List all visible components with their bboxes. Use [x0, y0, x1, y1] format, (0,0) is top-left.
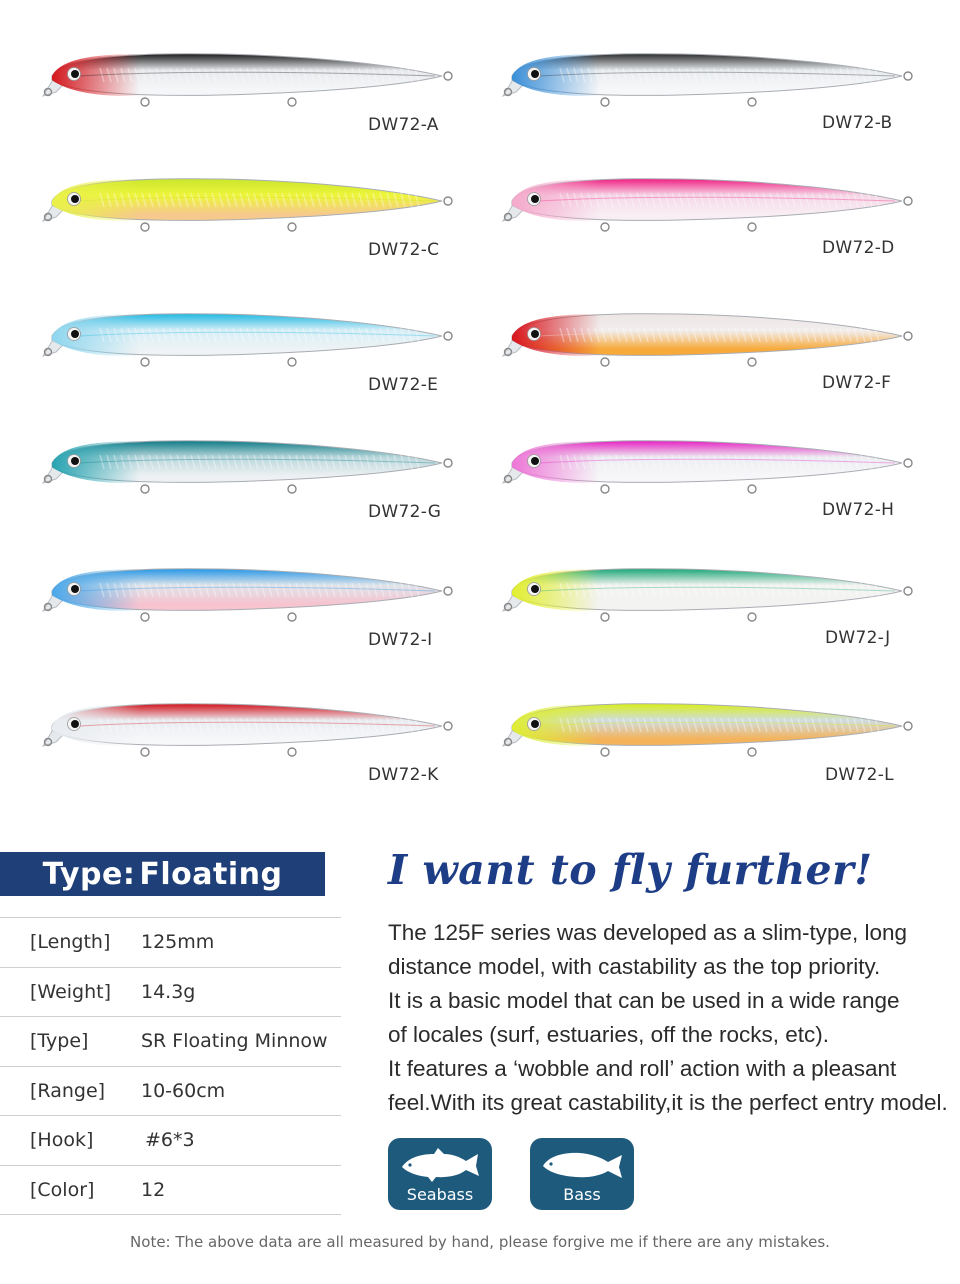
- lure-image: [500, 427, 920, 497]
- lure-hook-eye: [601, 98, 609, 106]
- lure-pupil: [71, 585, 79, 593]
- tagline: I want to fly further!: [388, 846, 873, 894]
- lure-tail-eye: [904, 722, 912, 730]
- description-line: feel.With its great castability,it is the perfect entry model.: [388, 1090, 948, 1115]
- lure-tail-eye: [444, 459, 452, 467]
- lure-hook-eye: [288, 98, 296, 106]
- spec-label: [Hook]: [30, 1129, 94, 1151]
- lure-hook-eye: [288, 748, 296, 756]
- spec-row-range: [0, 1066, 341, 1116]
- lure-image: [40, 40, 460, 110]
- bass-icon: [540, 1146, 624, 1184]
- lure-pupil: [531, 70, 539, 78]
- lure-tail-eye: [904, 197, 912, 205]
- lure-code: DW72-H: [822, 500, 895, 520]
- lure-hook-eye: [601, 485, 609, 493]
- spec-row-hook: [0, 1115, 341, 1165]
- lure-pupil: [71, 720, 79, 728]
- lure-tail-eye: [444, 197, 452, 205]
- lure-code: DW72-L: [825, 765, 894, 785]
- lure-item: [500, 555, 920, 665]
- lure-pupil: [531, 720, 539, 728]
- lure-tail-eye: [904, 332, 912, 340]
- lure-pupil: [71, 330, 79, 338]
- lure-code: DW72-D: [822, 238, 895, 258]
- description: [388, 916, 958, 1120]
- lure-item: [500, 165, 920, 275]
- lure-hook-eye: [141, 748, 149, 756]
- lure-hook-eye: [748, 613, 756, 621]
- target-fish-seabass: [388, 1138, 492, 1210]
- lure-hook-eye: [601, 613, 609, 621]
- lure-item: [500, 690, 920, 800]
- lure-image: [40, 427, 460, 497]
- spec-value: 12: [141, 1178, 166, 1201]
- lure-hook-eye: [288, 223, 296, 231]
- lure-image: [40, 165, 460, 235]
- spec-row-weight: [0, 967, 341, 1017]
- lure-hook-eye: [141, 98, 149, 106]
- spec-row-color: [0, 1165, 341, 1216]
- lure-item: [40, 555, 460, 665]
- spec-label: [Weight]: [30, 980, 112, 1003]
- spec-label: [Type]: [30, 1030, 89, 1052]
- lure-code: DW72-K: [368, 765, 439, 785]
- spec-row-length: [0, 917, 341, 967]
- spec-label: [Length]: [30, 931, 111, 953]
- lure-pupil: [71, 195, 79, 203]
- lure-hook-eye: [748, 485, 756, 493]
- description-line: distance model, with castability as the top priority.: [388, 954, 881, 979]
- lure-image: [500, 690, 920, 760]
- lure-item: [40, 165, 460, 275]
- lure-pupil: [531, 195, 539, 203]
- lure-hook-eye: [141, 358, 149, 366]
- lure-hook-eye: [748, 748, 756, 756]
- lure-code: DW72-E: [368, 375, 439, 395]
- lure-hook-eye: [141, 223, 149, 231]
- spec-value: #6*3: [145, 1129, 195, 1151]
- lure-code: DW72-C: [368, 240, 440, 260]
- lure-tail-eye: [444, 332, 452, 340]
- lure-item: [500, 40, 920, 150]
- lure-tail-eye: [444, 72, 452, 80]
- lure-pupil: [71, 457, 79, 465]
- lure-pupil: [531, 457, 539, 465]
- lure-code: DW72-F: [822, 373, 892, 393]
- lure-image: [40, 300, 460, 370]
- spec-label: [Range]: [30, 1079, 106, 1102]
- lure-hook-eye: [141, 613, 149, 621]
- lure-image: [500, 555, 920, 625]
- type-banner-value: Floating: [139, 856, 283, 892]
- lure-item: [40, 40, 460, 150]
- lure-hook-eye: [141, 485, 149, 493]
- lure-code: DW72-B: [822, 113, 893, 133]
- lure-hook-eye: [601, 748, 609, 756]
- spec-label: [Color]: [30, 1178, 95, 1201]
- lure-tail-eye: [444, 722, 452, 730]
- lure-tail-eye: [444, 587, 452, 595]
- lure-hook-eye: [748, 358, 756, 366]
- lure-hook-eye: [748, 223, 756, 231]
- lure-item: [40, 427, 460, 537]
- lure-hook-eye: [601, 223, 609, 231]
- target-fish-label: Bass: [563, 1185, 601, 1204]
- lure-hook-eye: [601, 358, 609, 366]
- type-banner-label: Type:: [42, 856, 136, 892]
- lure-image: [40, 555, 460, 625]
- spec-row-type: [0, 1016, 341, 1066]
- lure-item: [40, 300, 460, 410]
- type-banner: [0, 852, 325, 896]
- spec-value: SR Floating Minnow: [141, 1030, 328, 1052]
- seabass-icon: [398, 1146, 482, 1184]
- lure-image: [40, 690, 460, 760]
- lure-tail-eye: [904, 459, 912, 467]
- lure-hook-eye: [288, 613, 296, 621]
- description-line: It features a ‘wobble and roll’ action with a pleasant: [388, 1056, 897, 1081]
- lure-item: [40, 690, 460, 800]
- lure-code: DW72-J: [825, 628, 891, 648]
- lure-code: DW72-A: [368, 115, 439, 135]
- lure-code: DW72-G: [368, 502, 442, 522]
- lure-image: [500, 40, 920, 110]
- lure-tail-eye: [904, 72, 912, 80]
- spec-value: 14.3g: [141, 980, 196, 1003]
- lure-item: [500, 300, 920, 410]
- lure-item: [500, 427, 920, 537]
- lure-tail-eye: [904, 587, 912, 595]
- target-fish-bass: [530, 1138, 634, 1210]
- lure-hook-eye: [288, 358, 296, 366]
- lure-code: DW72-I: [368, 630, 433, 650]
- spec-value: 10-60cm: [141, 1079, 226, 1102]
- lure-hook-eye: [748, 98, 756, 106]
- lure-image: [500, 165, 920, 235]
- lure-pupil: [531, 585, 539, 593]
- description-line: The 125F series was developed as a slim-type, long: [388, 920, 908, 945]
- description-line: of locales (surf, estuaries, off the rocks, etc).: [388, 1022, 830, 1047]
- lure-pupil: [71, 70, 79, 78]
- disclaimer-note: Note: The above data are all measured by hand, please forgive me if there are any mistakes.: [130, 1233, 830, 1251]
- lure-image: [500, 300, 920, 370]
- lure-pupil: [531, 330, 539, 338]
- spec-value: 125mm: [141, 931, 215, 953]
- lure-hook-eye: [288, 485, 296, 493]
- spec-table: [0, 917, 341, 1215]
- description-line: It is a basic model that can be used in a wide range: [388, 988, 900, 1013]
- target-fish-label: Seabass: [406, 1185, 474, 1204]
